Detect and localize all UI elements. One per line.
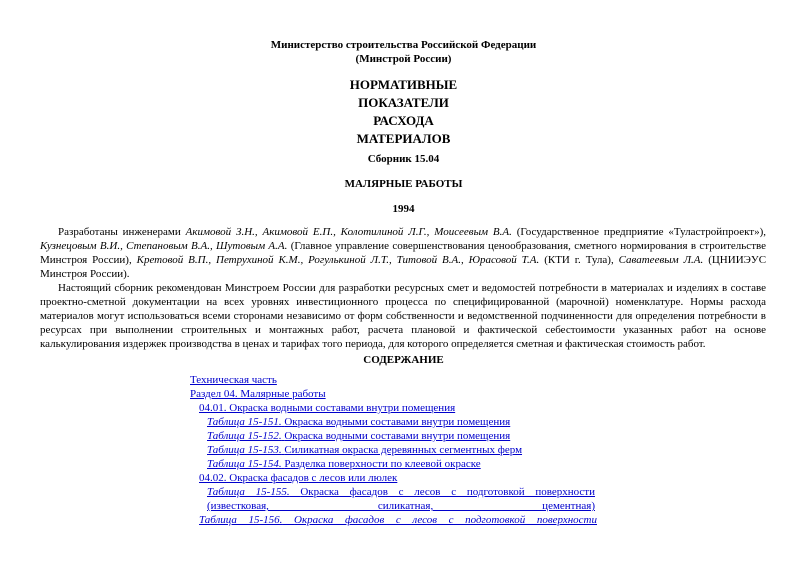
developers-org: (Государственное предприятие «Туластройпроект»), xyxy=(516,226,767,238)
title-line: МАТЕРИАЛОВ xyxy=(356,131,451,146)
developers-names: Саватеевым Л.А. xyxy=(618,254,704,266)
collection-number: Сборник 15.04 xyxy=(367,153,440,165)
toc-table-title: Окраска фасадов с лесов с подготовкой поверхности (известковая, силикатная, цементная) xyxy=(207,486,596,512)
toc-table-title: Окраска водными составами внутри помещения xyxy=(284,430,511,442)
toc-link[interactable]: Техническая часть xyxy=(190,374,277,386)
toc-link[interactable] xyxy=(207,416,510,428)
toc-item xyxy=(199,513,597,527)
toc-table-number: Таблица 15-155. xyxy=(207,486,290,498)
toc-link[interactable] xyxy=(207,444,522,456)
title-line: НОРМАТИВНЫЕ xyxy=(349,77,458,92)
toc-link[interactable]: Раздел 04. Малярные работы xyxy=(190,388,326,400)
toc-link[interactable]: 04.01. Окраска водными составами внутри помещения xyxy=(199,402,456,414)
contents-heading: СОДЕРЖАНИЕ xyxy=(363,354,444,366)
toc-item xyxy=(190,387,326,401)
title-line: ПОКАЗАТЕЛИ xyxy=(358,95,449,110)
title-line: РАСХОДА xyxy=(373,113,434,128)
toc-item xyxy=(207,429,510,443)
toc-item xyxy=(207,485,595,513)
toc-link[interactable] xyxy=(199,514,597,526)
toc-item xyxy=(199,401,455,415)
document-body xyxy=(40,225,766,351)
developers-org: (КТИ г. Тула), xyxy=(544,254,614,266)
toc-item xyxy=(207,443,522,457)
work-type-heading: МАЛЯРНЫЕ РАБОТЫ xyxy=(344,178,463,190)
toc-table-title: Окраска водными составами внутри помещения xyxy=(284,416,511,428)
document-title xyxy=(0,76,807,148)
developers-names: Кретовой В.П., Петрухиной К.М., Рогулькиной Л.Т., Титовой В.А., Юрасовой Т.А. xyxy=(136,254,540,266)
toc-item xyxy=(207,457,481,471)
developers-names: Кузнецовым В.И., Степановым В.А., Шутовым А.А. xyxy=(40,240,288,252)
toc-item xyxy=(190,373,277,387)
developers-org: (ЦНИИЭУС Минстроя России). xyxy=(40,254,767,280)
toc-table-number: Таблица 15-154. xyxy=(207,458,282,470)
toc-table-number: Таблица 15-152. xyxy=(207,430,282,442)
developers-paragraph xyxy=(40,225,766,281)
toc-item xyxy=(199,471,397,485)
developers-org: (Главное управление совершенствования ценообразования, сметного нормирования в строительстве Минстроя России), xyxy=(40,240,767,266)
ministry-abbrev: (Минстрой России) xyxy=(355,53,452,65)
developers-names: Акимовой З.Н., Акимовой Е.П., Колотилиной Л.Г., Моисеевым В.А. xyxy=(185,226,512,238)
intro-paragraph: Настоящий сборник рекомендован Минстроем России для разработки ресурсных смет и ведомостей потребности в материалах и изделиях в составе проектно-сметной документации на всех уровнях инвестиционного процесса по специфицированной (марочной) номенклатуре. Нормы расхода материалов могут использоваться всеми сторонами независимо от форм собственности и ведомственной подчиненности для определения потребности в ресурсах при выполнении строительных и монтажных работ, расчета плановой и фактической себестоимости указанных работ на основе калькулирования издержек производства в ценах и тарифах того периода, для которого определяется сметная и фактическая стоимость работ. xyxy=(40,282,766,350)
ministry-name: Министерство строительства Российской Федерации xyxy=(270,39,537,51)
toc-table-title: Разделка поверхности по клеевой окраске xyxy=(284,458,481,470)
ministry-header xyxy=(0,38,807,66)
toc-link[interactable] xyxy=(207,486,595,512)
toc-item xyxy=(207,415,510,429)
toc-table-number: Таблица 15-153. xyxy=(207,444,282,456)
toc-table-number: Таблица 15-151. xyxy=(207,416,282,428)
toc-link[interactable] xyxy=(207,430,510,442)
toc-table-title: Окраска фасадов с лесов с подготовкой поверхности xyxy=(294,514,597,526)
publication-year: 1994 xyxy=(392,203,415,215)
toc-link[interactable]: 04.02. Окраска фасадов с лесов или люлек xyxy=(199,472,398,484)
toc-table-title: Силикатная окраска деревянных сегментных ферм xyxy=(284,444,523,456)
developers-lead: Разработаны инженерами xyxy=(58,226,181,238)
toc-table-number: Таблица 15-156. xyxy=(199,514,283,526)
toc-link[interactable] xyxy=(207,458,481,470)
